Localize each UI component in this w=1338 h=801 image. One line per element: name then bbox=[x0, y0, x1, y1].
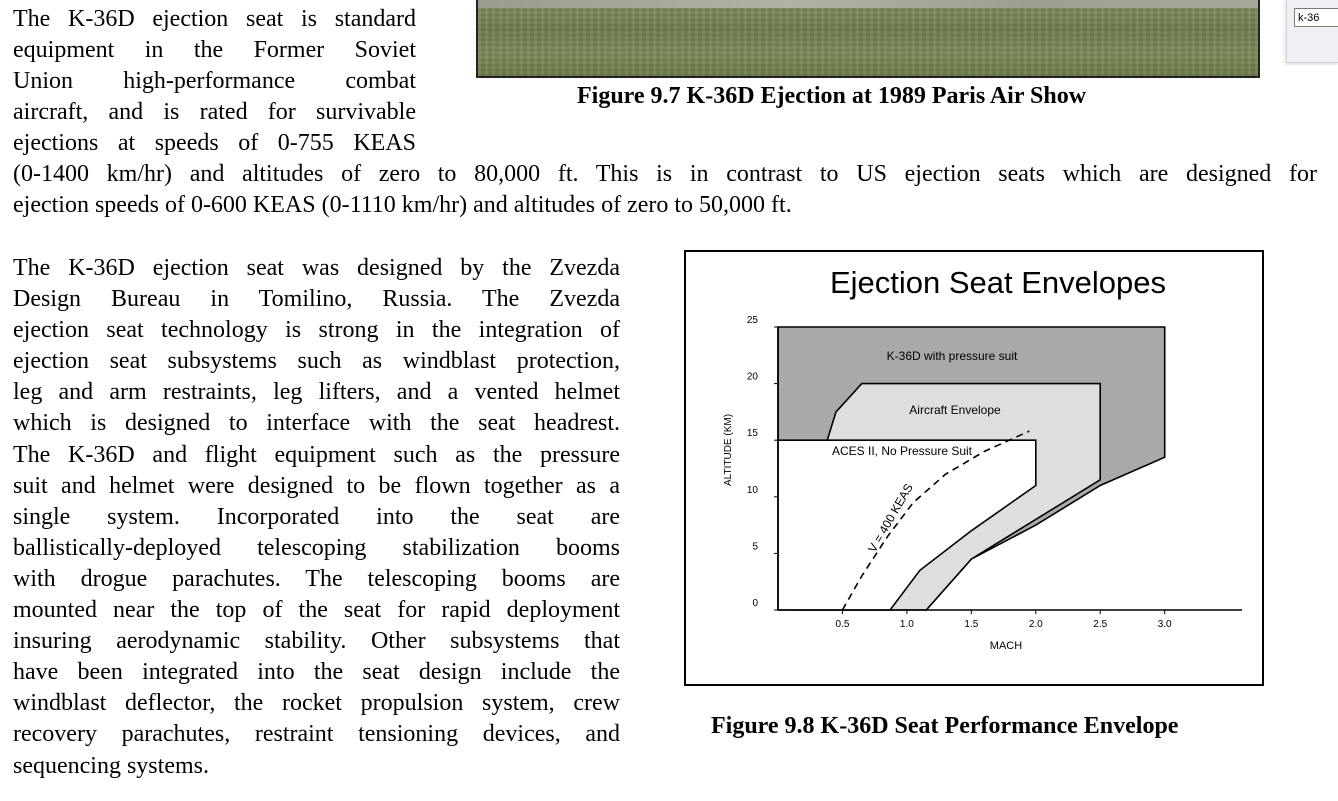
text-line: single system. Incorporated into the seat are bbox=[13, 503, 620, 530]
text-line: mounted near the top of the seat for rapid deployment bbox=[13, 597, 620, 624]
region-label-aces: ACES II, No Pressure Suit bbox=[831, 444, 973, 458]
paragraph-intro-wrapped bbox=[13, 4, 416, 159]
text-line: sequencing systems. bbox=[13, 752, 209, 779]
text-line: ejection seat technology is strong in the integration of bbox=[13, 317, 620, 344]
text-line: aircraft, and is rated for survivable bbox=[13, 99, 416, 126]
y-tick-label: 10 bbox=[746, 484, 758, 496]
text-line: The K-36D ejection seat is standard bbox=[13, 6, 416, 32]
chart-title: Ejection Seat Envelopes bbox=[829, 265, 1167, 300]
x-tick-label: 1.5 bbox=[964, 619, 979, 630]
chart-xlabel: MACH bbox=[989, 640, 1023, 652]
region-label-aircraft: Aircraft Envelope bbox=[909, 403, 1001, 417]
text-line: equipment in the Former Soviet bbox=[13, 37, 416, 64]
text-line: (0-1400 km/hr) and altitudes of zero to 80,000 ft. This is in contrast to US ejection seats which are designed for bbox=[13, 161, 1317, 187]
chart-regions bbox=[778, 327, 1165, 610]
text-line: ejections at speeds of 0-755 KEAS bbox=[13, 130, 416, 157]
figure-9-7-caption: Figure 9.7 K-36D Ejection at 1989 Paris Air Show bbox=[577, 83, 1087, 109]
x-tick-label: 2.0 bbox=[1028, 619, 1043, 630]
ejection-photo bbox=[476, 0, 1260, 78]
text-line: with drogue parachutes. The telescoping booms are bbox=[13, 565, 620, 592]
chart-ylabel: ALTITUDE (KM) bbox=[723, 413, 734, 487]
text-line: leg and arm restraints, leg lifters, and a vented helmet bbox=[13, 379, 620, 406]
text-line: insuring aerodynamic stability. Other subsystems that bbox=[13, 628, 620, 655]
envelope-chart-frame bbox=[684, 250, 1264, 686]
text-line: Union high-performance combat bbox=[13, 68, 416, 95]
text-line: recovery parachutes, restraint tensioning devices, and bbox=[13, 721, 620, 748]
x-tick-label: 1.0 bbox=[899, 619, 914, 630]
paragraph-intro-full bbox=[13, 159, 1317, 221]
photo-runway-strip bbox=[478, 0, 1258, 8]
text-line: have been integrated into the seat design include the bbox=[13, 659, 620, 686]
paragraph-zvezda bbox=[13, 253, 620, 782]
reference-line-label: V = 400 KEAS bbox=[865, 481, 916, 555]
envelope-chart bbox=[686, 252, 1262, 684]
text-line: which is designed to interface with the seat headrest. bbox=[13, 410, 620, 437]
y-tick-label: 25 bbox=[746, 315, 758, 326]
x-tick-label: 3.0 bbox=[1157, 619, 1172, 630]
y-tick-label: 0 bbox=[752, 598, 758, 609]
text-line: suit and helmet were designed to be flown together as a bbox=[13, 472, 620, 499]
x-tick-label: 2.5 bbox=[1093, 619, 1108, 630]
find-input[interactable] bbox=[1294, 8, 1338, 27]
x-tick-label: 0.5 bbox=[835, 619, 850, 630]
region-label-k36d: K-36D with pressure suit bbox=[886, 349, 1018, 363]
y-tick-label: 5 bbox=[752, 541, 758, 553]
text-line: ballistically-deployed telescoping stabilization booms bbox=[13, 534, 620, 561]
text-line: windblast deflector, the rocket propulsion system, crew bbox=[13, 690, 620, 717]
text-line: Design Bureau in Tomilino, Russia. The Zvezda bbox=[13, 286, 620, 313]
text-line: ejection speeds of 0-600 KEAS (0-1110 km/hr) and altitudes of zero to 50,000 ft. bbox=[13, 192, 792, 219]
figure-9-8-caption: Figure 9.8 K-36D Seat Performance Envelope bbox=[711, 713, 1179, 739]
y-tick-label: 20 bbox=[746, 371, 758, 383]
text-line: The K-36D and flight equipment such as the pressure bbox=[13, 441, 620, 468]
y-tick-label: 15 bbox=[746, 428, 758, 440]
photo-grass-texture bbox=[478, 8, 1258, 76]
text-line: ejection seat subsystems such as windblast protection, bbox=[13, 348, 620, 375]
text-line: The K-36D ejection seat was designed by the Zvezda bbox=[13, 255, 620, 281]
